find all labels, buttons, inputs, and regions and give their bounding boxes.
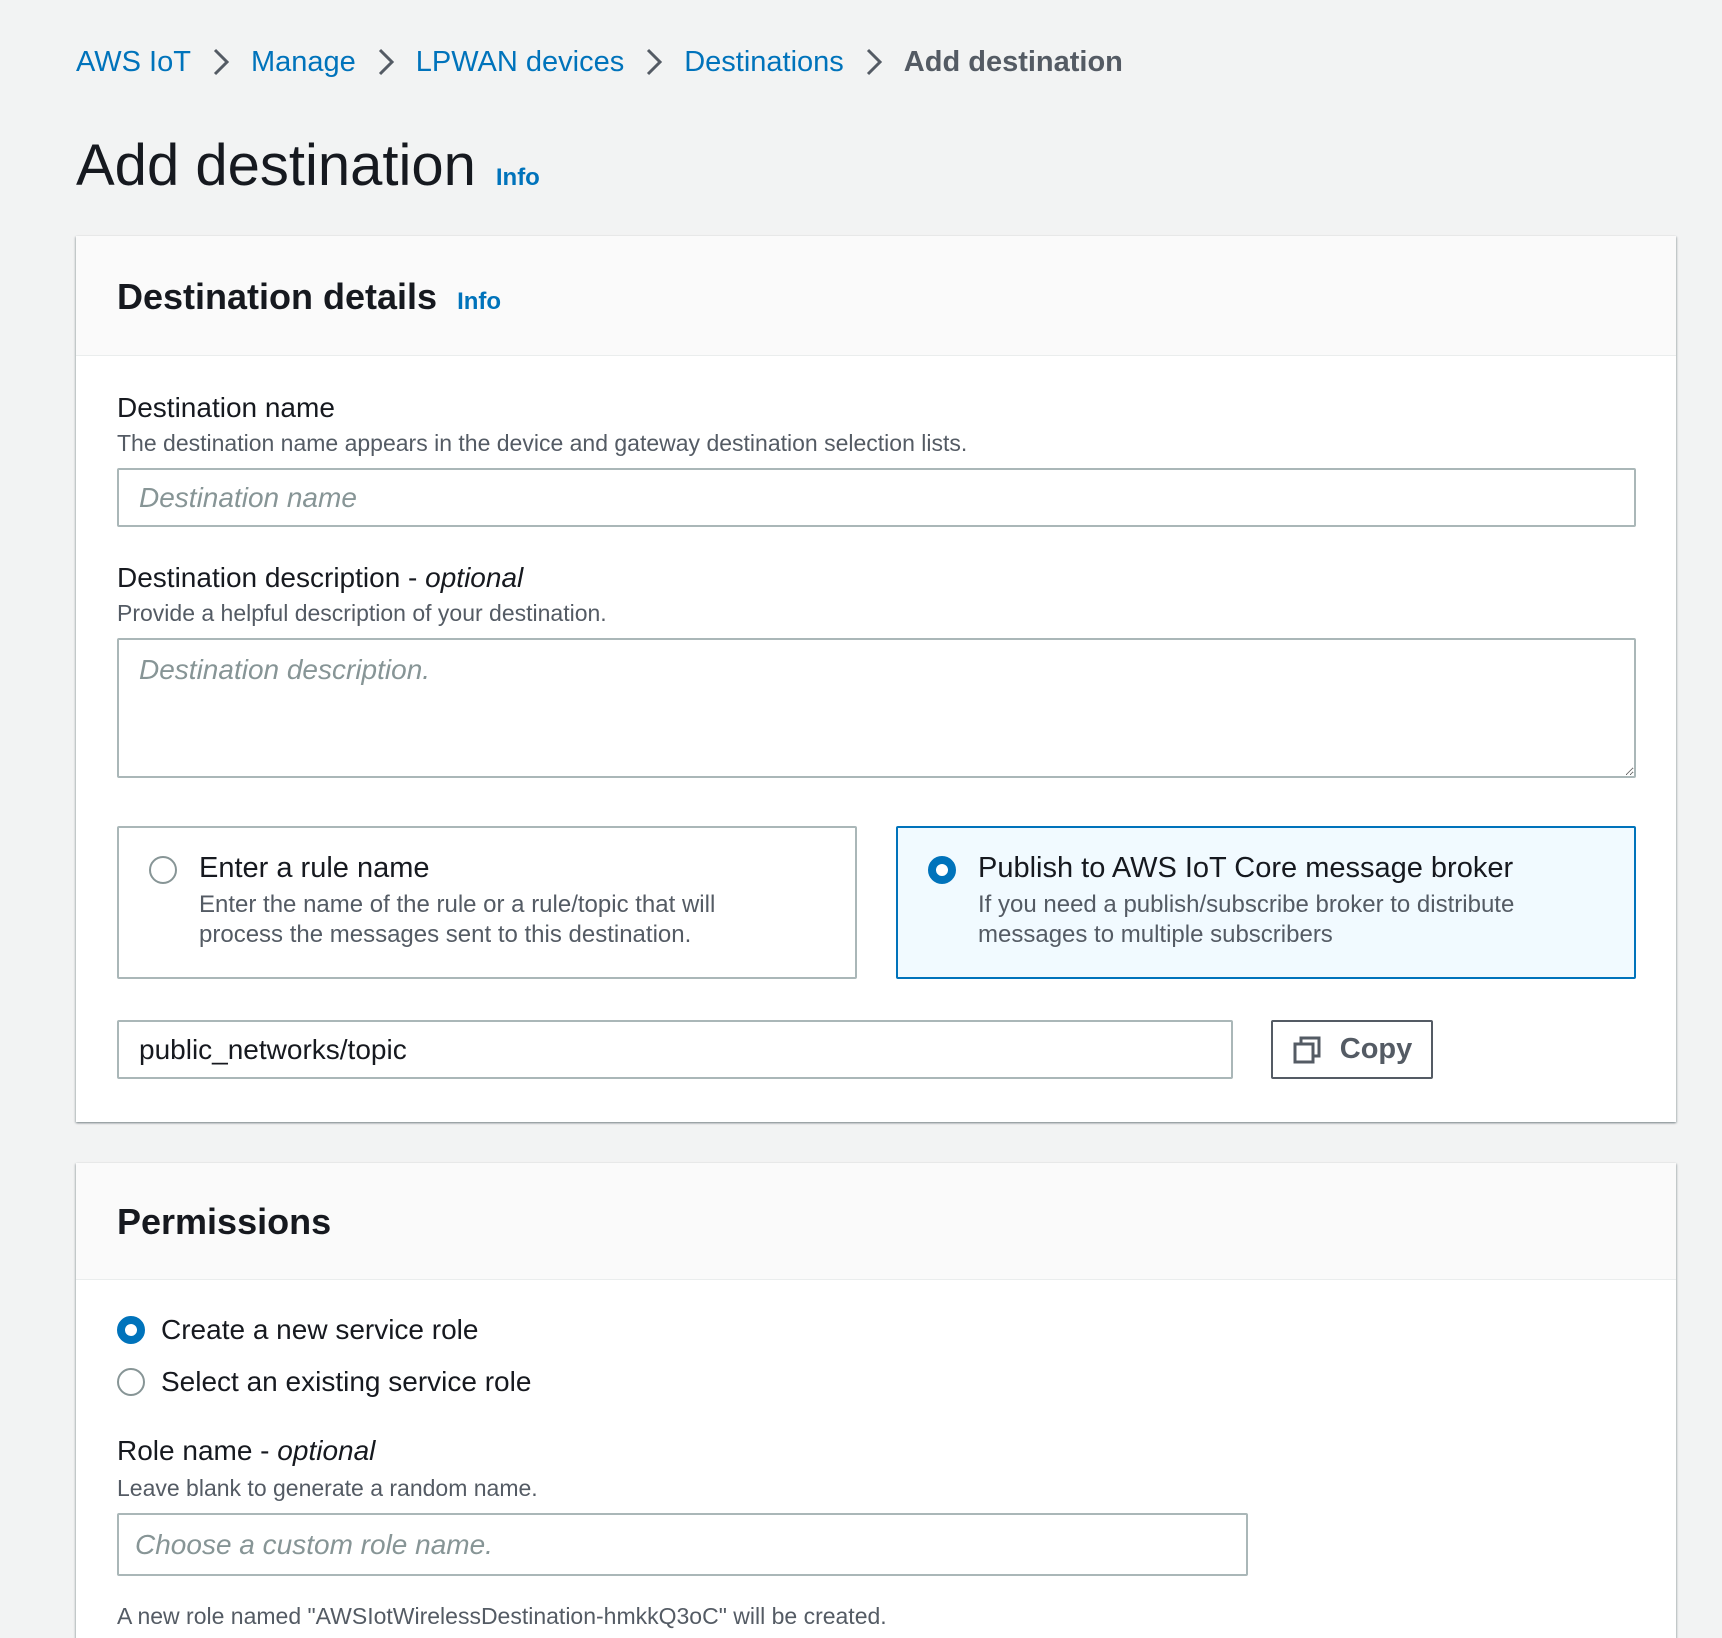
role-name-label-text: Role name -	[117, 1435, 278, 1466]
permissions-panel	[76, 1163, 1676, 1638]
breadcrumb-link-lpwan-devices[interactable]: LPWAN devices	[415, 45, 625, 78]
chevron-right-icon	[356, 40, 416, 84]
publish-broker-option-desc-line: messages to multiple subscribers	[978, 921, 1333, 948]
destination-description-label	[117, 562, 523, 594]
select-existing-role-option[interactable]	[117, 1366, 531, 1398]
optional-tag: optional	[425, 562, 524, 593]
role-creation-note: A new role named "AWSIotWirelessDestination-hmkkQ3oC" will be created.	[117, 1603, 887, 1629]
page-header	[76, 132, 540, 199]
copy-icon	[1292, 1035, 1322, 1065]
permissions-header	[76, 1163, 1676, 1280]
create-new-role-option[interactable]	[117, 1314, 478, 1346]
copy-button-label: Copy	[1339, 1033, 1413, 1065]
breadcrumb-link-manage[interactable]: Manage	[250, 45, 356, 78]
destination-details-panel	[76, 236, 1676, 1122]
chevron-right-icon	[844, 40, 904, 84]
destination-details-header	[76, 236, 1676, 356]
breadcrumb-current: Add destination	[903, 45, 1123, 78]
permissions-body	[76, 1280, 1676, 1638]
page-title: Add destination	[76, 133, 476, 198]
role-name-label	[117, 1435, 375, 1467]
destination-name-description: The destination name appears in the device and gateway destination selection lists.	[117, 430, 968, 456]
chevron-right-icon	[624, 40, 684, 84]
destination-details-title: Destination details	[117, 276, 438, 317]
select-existing-role-label: Select an existing service role	[161, 1366, 532, 1397]
select-existing-role-radio[interactable]	[117, 1368, 145, 1396]
topic-input[interactable]	[117, 1020, 1233, 1079]
destination-details-body	[76, 356, 1676, 1122]
rule-name-option-title: Enter a rule name	[199, 852, 430, 884]
destination-details-info-link[interactable]: Info	[457, 288, 502, 315]
publish-broker-radio[interactable]	[928, 856, 956, 884]
rule-name-option-desc-line: Enter the name of the rule or a rule/topic that will	[199, 891, 716, 918]
breadcrumb	[76, 40, 1123, 84]
page-info-link[interactable]: Info	[495, 164, 540, 191]
permissions-title: Permissions	[117, 1201, 332, 1242]
chevron-right-icon	[191, 40, 251, 84]
destination-description-textarea[interactable]	[117, 638, 1636, 778]
role-name-input[interactable]	[117, 1513, 1248, 1576]
destination-description-hint: Provide a helpful description of your destination.	[117, 600, 607, 626]
create-new-role-label: Create a new service role	[161, 1314, 479, 1345]
optional-tag: optional	[277, 1435, 376, 1466]
rule-name-option-desc-line: process the messages sent to this destination.	[199, 921, 692, 948]
breadcrumb-link-destinations[interactable]: Destinations	[684, 45, 844, 78]
create-new-role-radio[interactable]	[117, 1316, 145, 1344]
rule-name-option-description	[199, 890, 715, 950]
rule-name-radio[interactable]	[149, 856, 177, 884]
destination-name-input[interactable]	[117, 468, 1636, 527]
destination-name-label: Destination name	[117, 392, 335, 423]
copy-button[interactable]	[1271, 1020, 1433, 1079]
destination-description-label-text: Destination description -	[117, 562, 426, 593]
publish-broker-option-description	[978, 890, 1514, 950]
rule-name-option-tile[interactable]	[117, 826, 857, 979]
publish-broker-option-desc-line: If you need a publish/subscribe broker to distribute	[978, 891, 1515, 918]
breadcrumb-link-aws-iot[interactable]: AWS IoT	[76, 45, 191, 78]
role-name-description: Leave blank to generate a random name.	[117, 1475, 538, 1501]
publish-broker-option-tile[interactable]	[896, 826, 1636, 979]
publish-broker-option-title: Publish to AWS IoT Core message broker	[978, 852, 1514, 884]
